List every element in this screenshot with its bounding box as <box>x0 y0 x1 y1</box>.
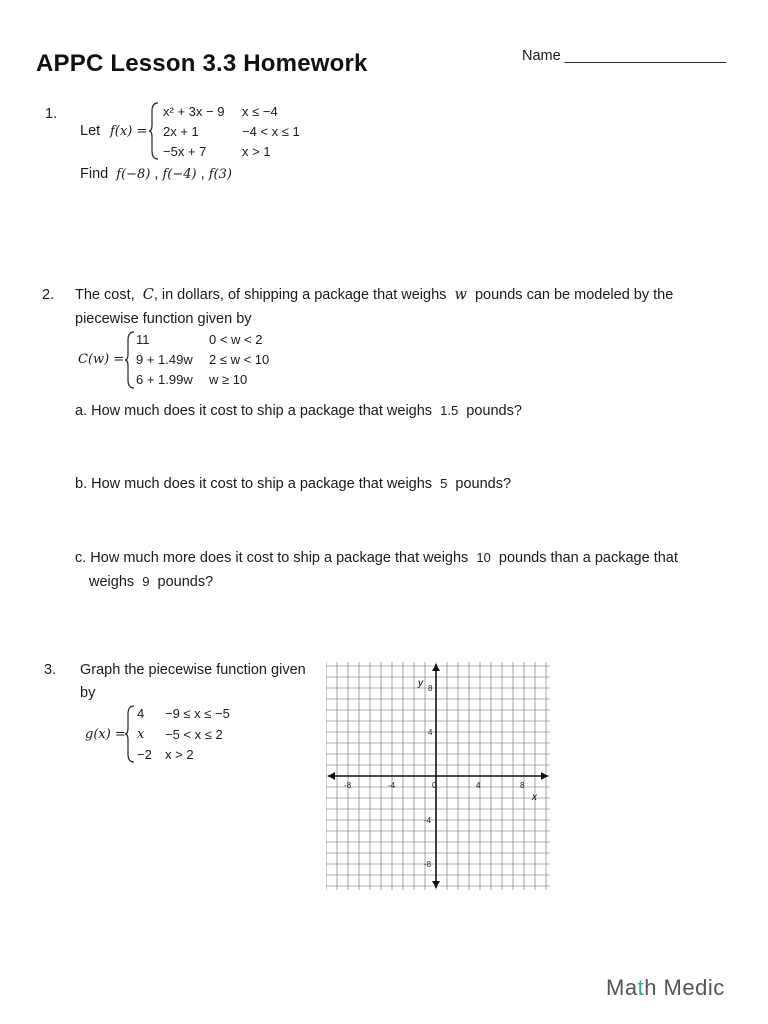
q2-part-c-line2-text: weighs <box>89 574 135 590</box>
q2-case-3-expr: 6 + 1.99w <box>136 372 193 387</box>
name-line: ____________________ <box>564 48 727 64</box>
y-tick-label: 8 <box>428 684 433 693</box>
q1-find-line: Find f(−8) , f(−4) , f(3) <box>80 166 232 182</box>
q2-prompt-part-b: , in dollars, of shipping a package that weighs <box>153 287 447 303</box>
q2-prompt-part-a: The cost, <box>75 287 135 303</box>
q1-case-2-expr: 2x + 1 <box>163 124 199 139</box>
q2-part-a-value: 1.5 <box>440 403 459 418</box>
name-label: Name <box>522 48 561 64</box>
page-title: APPC Lesson 3.3 Homework <box>36 50 368 77</box>
brand-text-pre: Ma <box>606 975 638 1000</box>
q2-case-3-cond: w ≥ 10 <box>209 372 248 387</box>
q2-part-c-mid: pounds than a package that <box>498 550 678 566</box>
q2-case-1-cond: 0 < w < 2 <box>209 332 263 347</box>
q2-part-a-unit: pounds? <box>466 403 522 419</box>
q2-part-b-text: b. How much does it cost to ship a package that weighs <box>75 476 433 492</box>
axes <box>328 664 548 888</box>
x-tick-label: 0 <box>432 781 437 790</box>
q2-part-b-value: 5 <box>440 476 448 491</box>
q2-var-c: C <box>142 287 154 303</box>
q2-case-2-expr: 9 + 1.49w <box>136 352 193 367</box>
q3-case-2-cond: −5 < x ≤ 2 <box>165 727 223 742</box>
q1-case-1-expr: x² + 3x − 9 <box>163 104 225 119</box>
q1-let-label: Let <box>80 123 101 139</box>
y-tick-label: -4 <box>424 816 432 825</box>
q3-prompt-line-2: by <box>80 685 96 701</box>
q2-prompt-line-1 <box>75 285 673 305</box>
x-axis-label: x <box>532 792 537 803</box>
q3-number: 3. <box>44 662 57 678</box>
q2-part-c-value-2: 9 <box>142 574 150 589</box>
y-tick-label: -8 <box>424 860 432 869</box>
q3-case-1-cond: −9 ≤ x ≤ −5 <box>165 706 230 721</box>
x-tick-label: 8 <box>520 781 525 790</box>
x-axis-arrow-right <box>541 772 548 780</box>
q1-find-item-3: f(3) <box>208 167 232 182</box>
q2-part-b <box>75 474 511 494</box>
y-tick-label: 4 <box>428 728 433 737</box>
q1-find-label: Find <box>80 166 109 182</box>
x-axis-arrow-left <box>328 772 335 780</box>
brand-text-accent: t <box>637 975 645 1000</box>
q1-find-item-1: f(−8) <box>116 167 151 182</box>
q2-brace <box>124 330 136 397</box>
q2-part-a-text: a. How much does it cost to ship a package that weighs <box>75 403 433 419</box>
q1-case-3-cond: x > 1 <box>242 144 271 159</box>
q3-brace <box>124 704 136 771</box>
q3-func-name: g(x) = <box>85 727 126 742</box>
q2-part-c-unit: pounds? <box>157 574 214 590</box>
x-tick-label: -4 <box>388 781 396 790</box>
q2-part-c-text: c. How much more does it cost to ship a package that weighs <box>75 550 469 566</box>
q2-part-a <box>75 401 522 421</box>
q1-find-item-2: f(−4) <box>162 167 197 182</box>
q2-prompt-line-2: piecewise function given by <box>75 311 252 327</box>
y-axis-arrow-down <box>432 881 440 888</box>
q2-var-w: w <box>454 287 467 303</box>
x-tick-label: 4 <box>476 781 481 790</box>
q2-part-b-unit: pounds? <box>455 476 512 492</box>
q2-part-c-line-2 <box>89 572 213 592</box>
q2-part-c-value-1: 10 <box>476 550 491 565</box>
q3-case-3-cond: x > 2 <box>165 747 194 762</box>
q3-case-2-expr: x <box>137 727 145 742</box>
brand-text-post: h Medic <box>644 975 725 1000</box>
q1-case-3-expr: −5x + 7 <box>163 144 207 159</box>
q1-brace <box>148 101 160 168</box>
math-medic-logo <box>606 975 725 1001</box>
q2-func-name: C(w) = <box>78 352 125 367</box>
q2-prompt-part-c: pounds can be modeled by the <box>474 287 674 303</box>
q2-part-c <box>75 548 678 568</box>
q3-case-3-expr: −2 <box>137 747 152 762</box>
q2-case-2-cond: 2 ≤ w < 10 <box>209 352 270 367</box>
q1-func-name: f(x) = <box>110 124 148 139</box>
q1-case-2-cond: −4 < x ≤ 1 <box>242 124 300 139</box>
q1-number: 1. <box>45 106 58 122</box>
x-tick-label: -8 <box>344 781 352 790</box>
name-field[interactable] <box>522 46 726 66</box>
q3-prompt-line-1: Graph the piecewise function given <box>80 662 306 678</box>
y-axis-arrow-up <box>432 664 440 671</box>
q1-case-1-cond: x ≤ −4 <box>242 104 278 119</box>
q3-case-1-expr: 4 <box>137 706 145 721</box>
q2-case-1-expr: 11 <box>136 332 150 347</box>
coordinate-grid[interactable] <box>326 662 550 890</box>
q2-number: 2. <box>42 287 55 303</box>
y-axis-label: y <box>418 678 423 689</box>
